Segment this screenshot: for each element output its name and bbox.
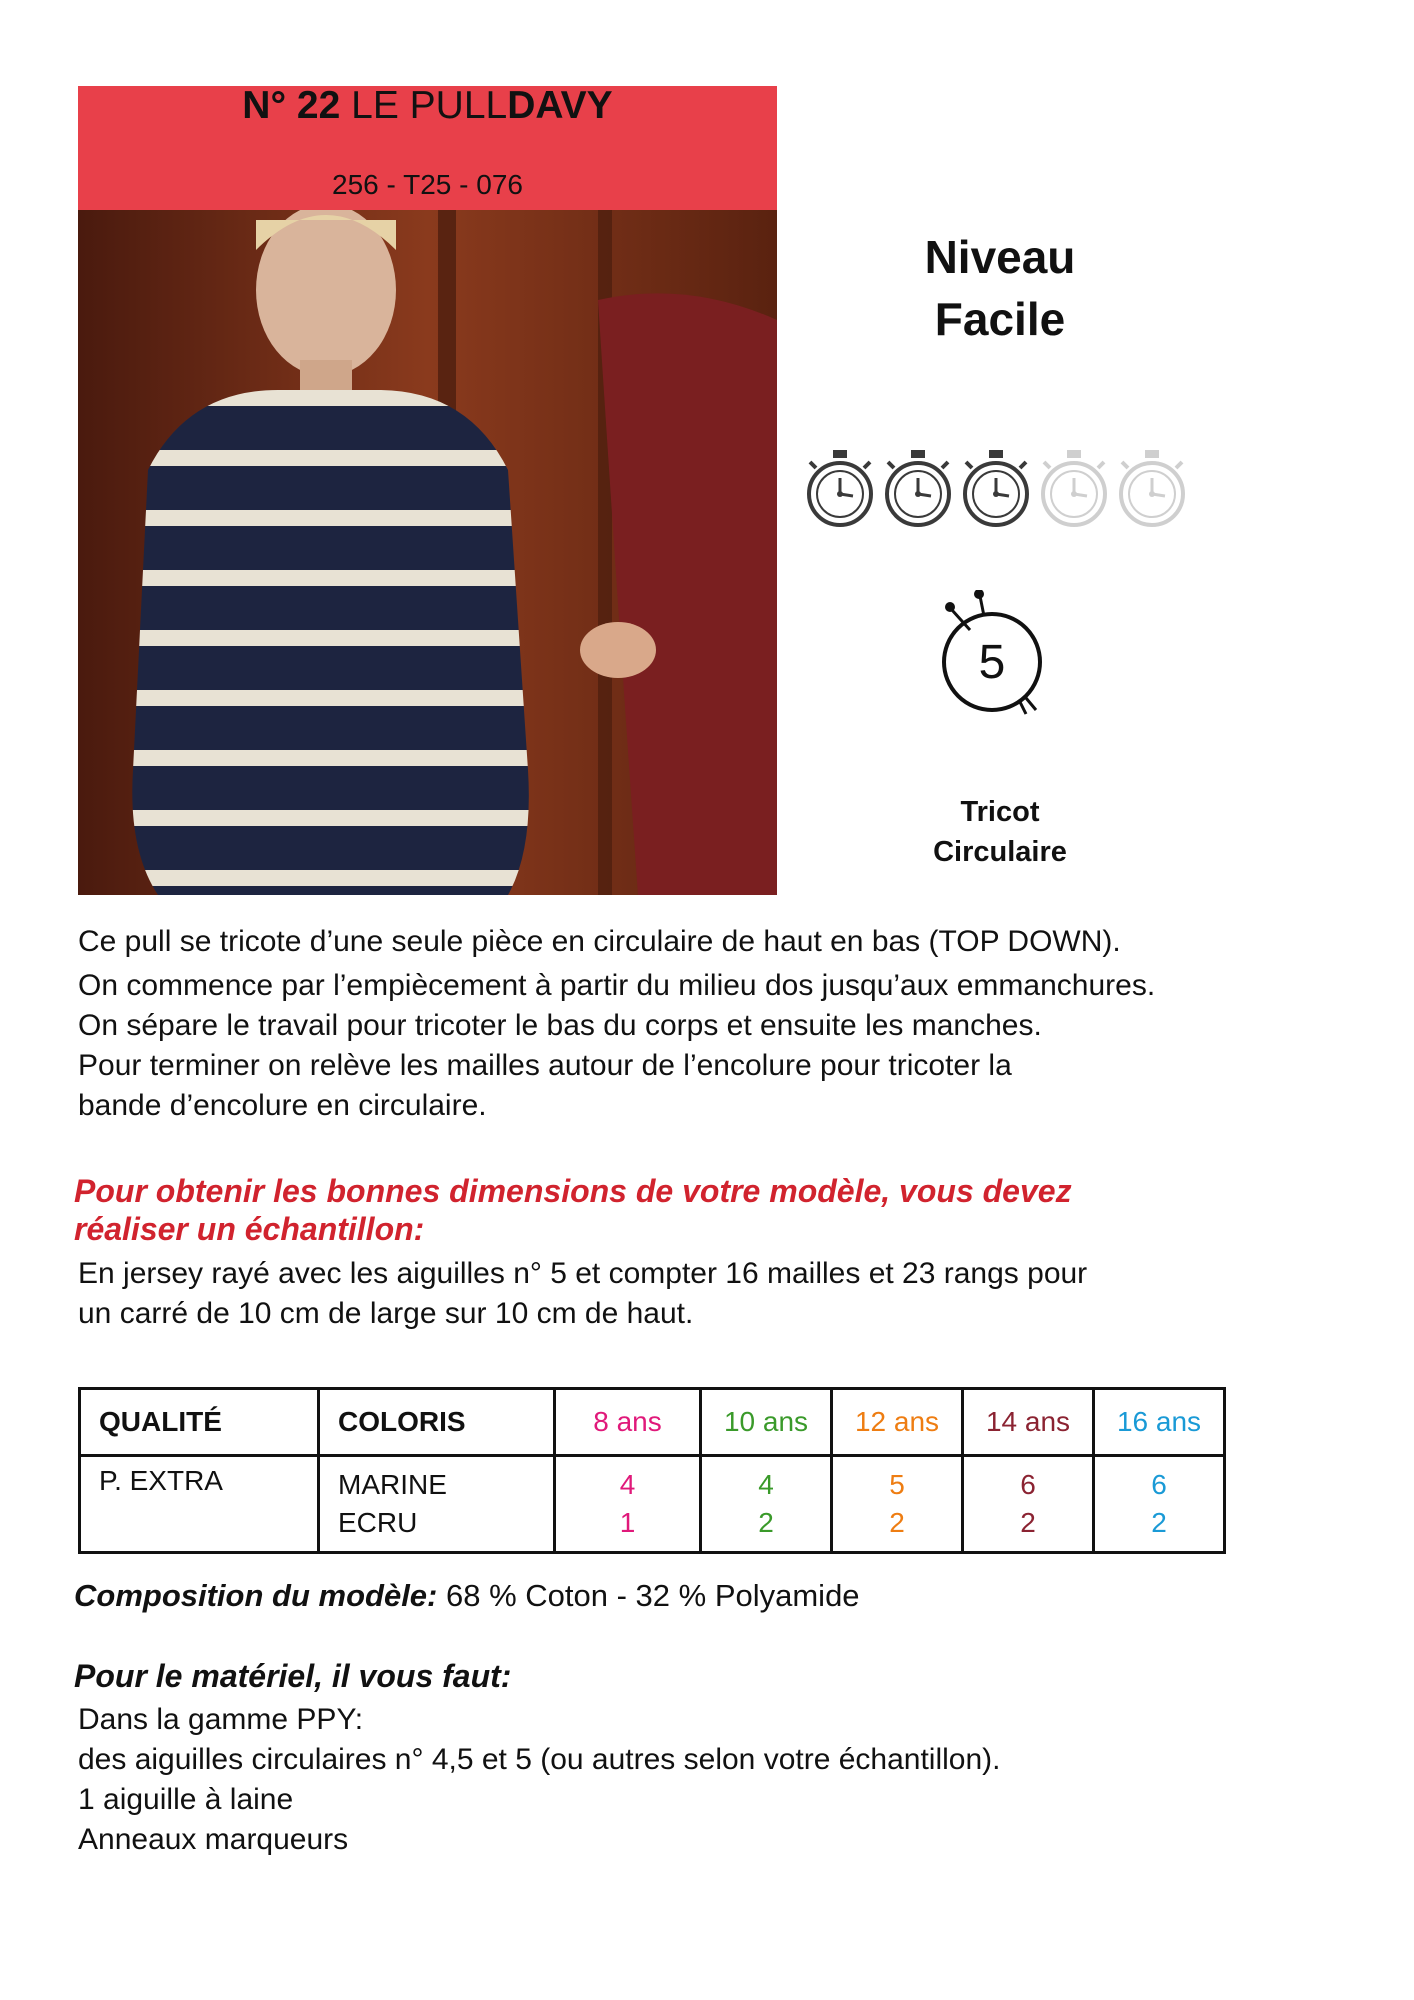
intro-line: Ce pull se tricote d’une seule pièce en circulaire de haut en bas (TOP DOWN). xyxy=(78,925,1121,958)
composition xyxy=(74,1576,1334,1616)
colors-header: COLORIS xyxy=(319,1389,555,1456)
level-label xyxy=(860,226,1140,350)
difficulty-rating xyxy=(802,444,1192,534)
qty-marine: 6 xyxy=(1151,1469,1167,1500)
intro-line: On sépare le travail pour tricoter le bas du corps et ensuite les manches. xyxy=(78,1009,1042,1042)
material-item: Anneaux marqueurs xyxy=(78,1823,349,1856)
qty-marine: 4 xyxy=(619,1469,636,1500)
needle-size-badge xyxy=(930,590,1050,720)
gauge-heading-line: réaliser un échantillon: xyxy=(74,1211,425,1247)
qty-ecru: 2 xyxy=(1020,1507,1036,1538)
technique-label xyxy=(860,792,1140,872)
needle-size: 5 xyxy=(978,636,1006,689)
color-ecru: ECRU xyxy=(338,1507,418,1538)
size-quantities xyxy=(1094,1456,1225,1553)
technique-line1: Tricot xyxy=(960,796,1040,828)
quality-value: P. EXTRA xyxy=(80,1456,319,1553)
quality-header: QUALITÉ xyxy=(80,1389,319,1456)
composition-label: Composition du modèle: xyxy=(74,1578,438,1613)
level-value: Facile xyxy=(934,293,1066,345)
size-quantities xyxy=(701,1456,832,1553)
gauge-line: un carré de 10 cm de large sur 10 cm de haut. xyxy=(78,1297,694,1330)
pattern-name: DAVY xyxy=(507,84,613,127)
size-header: 10 ans xyxy=(701,1389,832,1456)
stopwatch-icon-empty xyxy=(1121,450,1183,525)
qty-marine: 5 xyxy=(889,1469,905,1500)
size-quantities xyxy=(832,1456,963,1553)
qty-marine: 4 xyxy=(758,1469,774,1500)
qty-ecru: 2 xyxy=(889,1507,905,1538)
pattern-reference: 256 - T25 - 076 xyxy=(332,169,523,200)
stopwatch-icon-filled xyxy=(887,450,949,525)
stopwatch-icon-filled xyxy=(809,450,871,525)
intro-text xyxy=(78,922,1338,1126)
qty-ecru: 2 xyxy=(1151,1507,1167,1538)
material-heading: Pour le matériel, il vous faut: xyxy=(74,1658,512,1694)
model-photo xyxy=(78,210,777,895)
size-header: 16 ans xyxy=(1094,1389,1225,1456)
gauge-text xyxy=(78,1254,1338,1334)
table-header-row xyxy=(80,1389,1225,1456)
qty-ecru: 2 xyxy=(758,1507,774,1538)
color-marine: MARINE xyxy=(338,1469,447,1500)
yarn-table xyxy=(78,1387,1226,1554)
size-header: 14 ans xyxy=(963,1389,1094,1456)
intro-line: On commence par l’empiècement à partir du milieu dos jusqu’aux emmanchures. xyxy=(78,969,1156,1002)
size-quantities xyxy=(555,1456,701,1553)
composition-value: 68 % Coton - 32 % Polyamide xyxy=(446,1578,860,1613)
technique-line2: Circulaire xyxy=(933,836,1067,868)
qty-marine: 6 xyxy=(1020,1469,1036,1500)
color-names xyxy=(319,1456,555,1553)
material-item: Dans la gamme PPY: xyxy=(78,1703,364,1736)
intro-line: bande d’encolure en circulaire. xyxy=(78,1089,487,1122)
size-quantities xyxy=(963,1456,1094,1553)
stopwatch-icon-filled xyxy=(965,450,1027,525)
level-title: Niveau xyxy=(924,231,1076,283)
size-header: 8 ans xyxy=(555,1389,701,1456)
table-row xyxy=(80,1456,1225,1553)
pattern-number: N° 22 xyxy=(242,84,341,127)
material-list xyxy=(78,1700,1338,1860)
intro-line: Pour terminer on relève les mailles autour de l’encolure pour tricoter la xyxy=(78,1049,1012,1082)
gauge-heading xyxy=(74,1172,1334,1248)
needle-icon-right xyxy=(980,596,984,616)
model-photo-illustration xyxy=(78,210,777,895)
gauge-line: En jersey rayé avec les aiguilles n° 5 et compter 16 mailles et 23 rangs pour xyxy=(78,1257,1088,1290)
material-item: des aiguilles circulaires n° 4,5 et 5 (ou autres selon votre échantillon). xyxy=(78,1743,1001,1776)
qty-ecru: 1 xyxy=(619,1507,636,1538)
size-header: 12 ans xyxy=(832,1389,963,1456)
pattern-title xyxy=(78,82,777,130)
pattern-name-prefix: LE PULL xyxy=(351,84,508,127)
stopwatch-icon-empty xyxy=(1043,450,1105,525)
material-item: 1 aiguille à laine xyxy=(78,1783,294,1816)
gauge-heading-line: Pour obtenir les bonnes dimensions de votre modèle, vous devez xyxy=(74,1173,1072,1209)
